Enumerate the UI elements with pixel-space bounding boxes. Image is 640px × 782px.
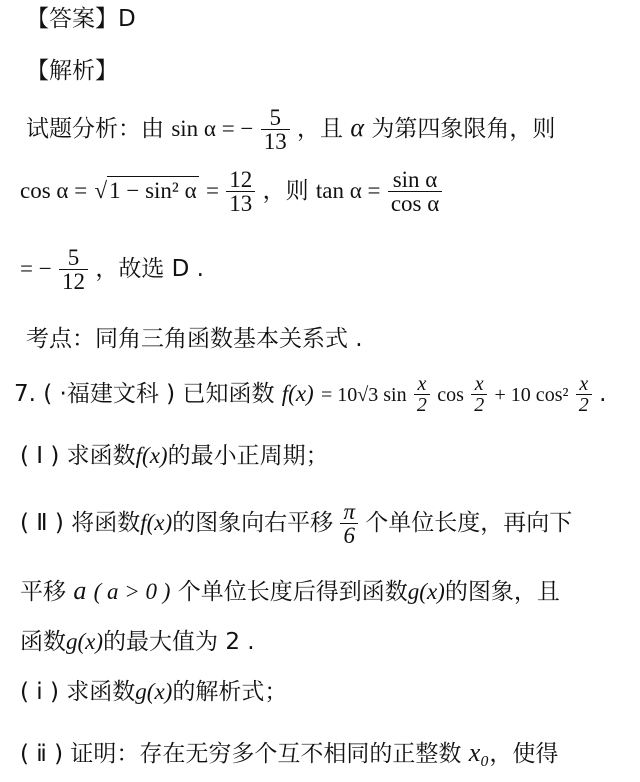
part-2-line-2	[20, 578, 560, 604]
q7-cos: cos	[437, 384, 464, 406]
result-suffix: ，故选 D .	[95, 256, 204, 282]
tan-fraction	[388, 168, 442, 215]
cos-num: 12	[229, 167, 253, 192]
part1-label: ( Ⅰ ) 求函数	[20, 443, 136, 469]
analysis-line-2: cos α = √1 − sin² α = $\frac{12}{13}$ ，则 tan α = $\frac{\text{sin α}}{\text{cos α}}$	[20, 168, 442, 215]
sub2-tail: ，使得	[489, 741, 559, 767]
part2-gx-2: g(x)	[66, 629, 104, 654]
tan-num: sin α	[392, 167, 438, 192]
question-7	[14, 374, 606, 415]
q7-fx: f(x)	[281, 381, 314, 406]
cos-lhs: cos α =	[20, 178, 88, 203]
analysis-middle: ，且	[297, 116, 344, 142]
tan-lhs: tan α =	[315, 178, 381, 203]
analysis-line-1	[26, 106, 555, 153]
tan-den: cos α	[390, 191, 440, 216]
shift-fraction: $\frac{\pi}{6}$	[340, 500, 358, 547]
answer-label: 【答案】	[26, 6, 118, 32]
param-cond: ( a > 0 )	[93, 579, 171, 604]
result-den: 12	[62, 269, 86, 294]
q7-end: .	[599, 381, 607, 407]
part-1	[20, 444, 329, 468]
result-prefix: = −	[20, 256, 52, 281]
sub-1	[20, 680, 287, 704]
part1-fx: f(x)	[135, 443, 168, 468]
part2-line2-a: 平移	[20, 579, 66, 605]
q7-formula-a: = 10√3 sin	[321, 384, 407, 406]
q7-frac-3: $\frac{x}{2}$	[576, 374, 592, 415]
sub1-text: 的解析式；	[172, 679, 288, 705]
part2-gx: g(x)	[407, 579, 445, 604]
q7-frac-2: $\frac{x}{2}$	[471, 374, 487, 415]
answer-value: D	[118, 6, 136, 32]
part-2-line-1	[20, 500, 572, 547]
sub2-text: ( ⅱ ) 证明：存在无穷多个互不相同的正整数	[20, 741, 462, 767]
part1-text: 的最小正周期；	[167, 443, 329, 469]
part2-line2-c: 的图象，且	[444, 579, 560, 605]
sub1-label: ( ⅰ ) 求函数	[20, 679, 136, 705]
analysis-suffix: 为第四象限角，则	[371, 116, 556, 142]
given-num: 5	[269, 105, 281, 130]
given-den: 13	[263, 129, 287, 154]
cos-den: 13	[229, 191, 253, 216]
part-2-line-3	[20, 630, 255, 654]
q7-frac-1: $\frac{x}{2}$	[414, 374, 430, 415]
given-sin: sin α = −	[171, 116, 254, 141]
sub1-gx: g(x)	[135, 679, 173, 704]
alpha-symbol: α	[350, 113, 364, 142]
eq-sign: =	[205, 178, 219, 203]
analysis-label: 【解析】	[26, 58, 118, 84]
q7-plus: + 10 cos²	[494, 384, 569, 406]
part2-text2: 个单位长度，再向下	[365, 510, 573, 536]
then-text: ，则	[262, 178, 309, 204]
kaodian-line: 考点：同角三角函数基本关系式 .	[26, 326, 363, 352]
part2-text1: 的图象向右平移	[172, 510, 334, 536]
given-fraction	[261, 106, 290, 153]
sub2-x0: x₀	[468, 738, 490, 767]
result-num: 5	[67, 245, 80, 270]
q7-prefix: 7. ( ·福建文科 ) 已知函数	[14, 381, 275, 407]
analysis-line-3	[20, 246, 204, 293]
answer-line	[26, 8, 136, 31]
part2-fx: f(x)	[140, 510, 173, 535]
part2-line2-b: 个单位长度后得到函数	[177, 579, 408, 605]
sub-2	[20, 740, 558, 766]
part2-label: ( Ⅱ ) 将函数	[20, 510, 141, 536]
analysis-prefix: 试题分析：由	[26, 116, 164, 142]
sqrt-body: 1 − sin² α	[109, 178, 197, 203]
param-a: a	[73, 576, 87, 605]
part2-line3-b: 的最大值为 2 .	[103, 629, 255, 655]
cos-fraction	[226, 168, 255, 215]
part2-line3-a: 函数	[20, 629, 66, 655]
result-fraction	[59, 246, 88, 293]
